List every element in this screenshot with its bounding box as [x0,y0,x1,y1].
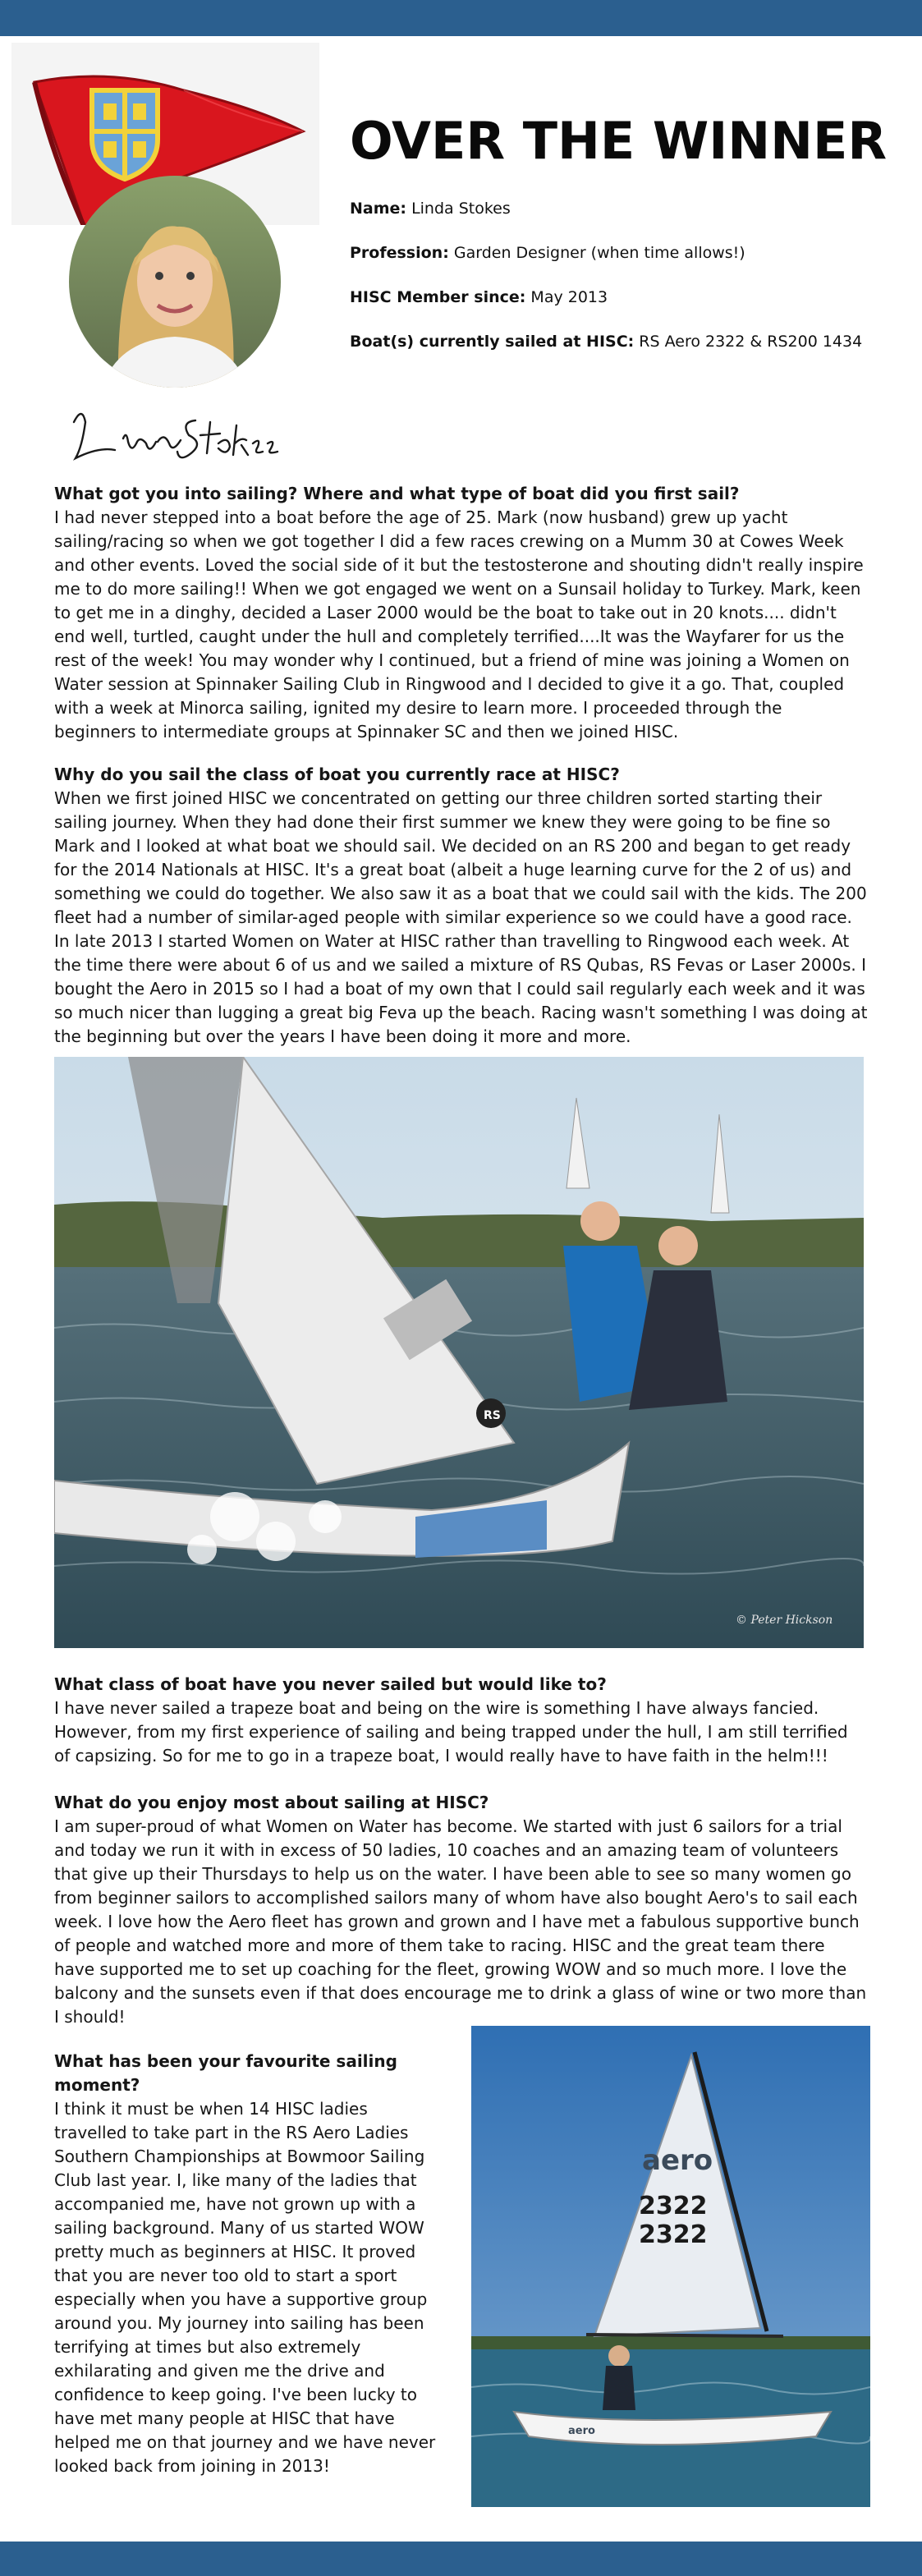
profile-facts [350,195,892,373]
fact-name: Name: Linda Stokes [350,200,511,218]
question: Why do you sail the class of boat you currently race at HISC? [54,765,620,784]
bottom-banner [0,2542,922,2576]
section-never-sailed [54,1673,869,1768]
signature [66,389,287,471]
answer: I am super-proud of what Women on Water has become. We started with just 6 sailors for a trial and today we run it with in excess of 50 ladies, 10 coaches and an amazing team of volunteers that give up their Thursdays to help us on the water. I have been able to see so many women go from beginner sailors to accomplished sailors many of whom have also bought Aero's to sail each week. I love how the Aero fleet has grown and grown and I have met a fabulous supportive bunch of people and watched more and more of them take to racing. HISC and the great team there have supported me to set up coaching for the fleet, growing WOW and so much more. I love the balcony and the sunsets even if that does encourage me to drink a glass of wine or two more than I should! [54,1816,867,2027]
question: What class of boat have you never sailed but would like to? [54,1674,607,1694]
question: What has been your favourite sailing moment? [54,2051,397,2095]
racing-photo [54,1057,864,1648]
page-title: OVER THE WINNER [350,111,888,171]
sail-number-2: 2322 [639,2220,708,2249]
aero-photo [471,2026,870,2507]
fact-boats: Boat(s) currently sailed at HISC: RS Aero 2322 & RS200 1434 [350,333,863,351]
fact-member-since: HISC Member since: May 2013 [350,288,608,306]
question: What got you into sailing? Where and what type of boat did you first sail? [54,484,740,503]
question: What do you enjoy most about sailing at HISC? [54,1793,489,1812]
answer: When we first joined HISC we concentrated on getting our three children sorted starting their sailing journey. When they had done their first summer we knew they were going to be fine so Mark and I looked at what boat we should sail. We decided on an RS 200 and began to get ready for the 2014 Nationals at HISC. It's a great boat (albeit a huge learning curve for the 2 of us) and something we could do together. We also saw it as a boat that we could sail with the kids. The 200 fleet had a number of similar-aged people with similar experience so we could have a good race. In late 2013 I started Women on Water at HISC rather than travelling to Ringwood each week. At the time there were about 6 of us and we sailed a mixture of RS Qubas, RS Fevas or Laser 2000s. I bought the Aero in 2015 so I had a boat of my own that I could sail regularly each week and it was so much nicer than lugging a great big Feva up the beach. Racing wasn't something I was doing at the beginning but over the years I have been doing it more and more. [54,788,868,1046]
shield-icon [92,90,158,179]
photo-credit: © Peter Hickson [736,1614,833,1627]
sail-logo: aero [642,2144,713,2177]
section-favourite-moment [54,2050,440,2478]
portrait-photo [69,176,281,388]
sail-number-1: 2322 [639,2192,708,2220]
sail-badge: RS [484,1409,501,1422]
answer: I have never sailed a trapeze boat and being on the wire is something I have always fancied. However, from my first experience of sailing and being trapped under the hull, I am still terrified of capsizing. So for me to go in a trapeze boat, I would really have to have faith in the helm!!! [54,1698,848,1766]
hull-logo: aero [568,2425,595,2437]
answer: I think it must be when 14 HISC ladies travelled to take part in the RS Aero Ladies Southern Championships at Bowmoor Sailing Club last year. I, like many of the ladies that accompanied me, have not grown up with a sailing background. Many of us started WOW pretty much as beginners at HISC. It proved that you are never too old to start a sport especially when you have a supportive group around you. My journey into sailing has been terrifying at times but also extremely exhilarating and given me the drive and confidence to keep going. I've been lucky to have met many people at HISC that have helped me on that journey and we have never looked back from joining in 2013! [54,2099,436,2476]
section-boat-class [54,763,869,1049]
fact-profession: Profession: Garden Designer (when time allows!) [350,244,745,262]
section-first-sail [54,482,869,744]
answer: I had never stepped into a boat before the age of 25. Mark (now husband) grew up yacht sailing/racing so when we got together I did a few races crewing on a Mumm 30 at Cowes Week and other events. Loved the social side of it but the testosterone and shouting didn't really inspire me to do more sailing!! When we got engaged we went on a Sunsail holiday to Turkey. Mark, keen to get me in a dinghy, decided a Laser 2000 would be the boat to take out in 20 knots.... didn't end well, turtled, caught under the hull and completely terrified....It was the Wayfarer for us the rest of the week! You may wonder why I continued, but a friend of mine was joining a Women on Water session at Spinnaker Sailing Club in Ringwood and I decided to give it a go. That, coupled with a week at Minorca sailing, ignited my desire to learn more. I proceeded through the beginners to intermediate groups at Spinnaker SC and then we joined HISC. [54,507,864,742]
top-banner [0,0,922,36]
section-enjoy-most [54,1791,869,2029]
